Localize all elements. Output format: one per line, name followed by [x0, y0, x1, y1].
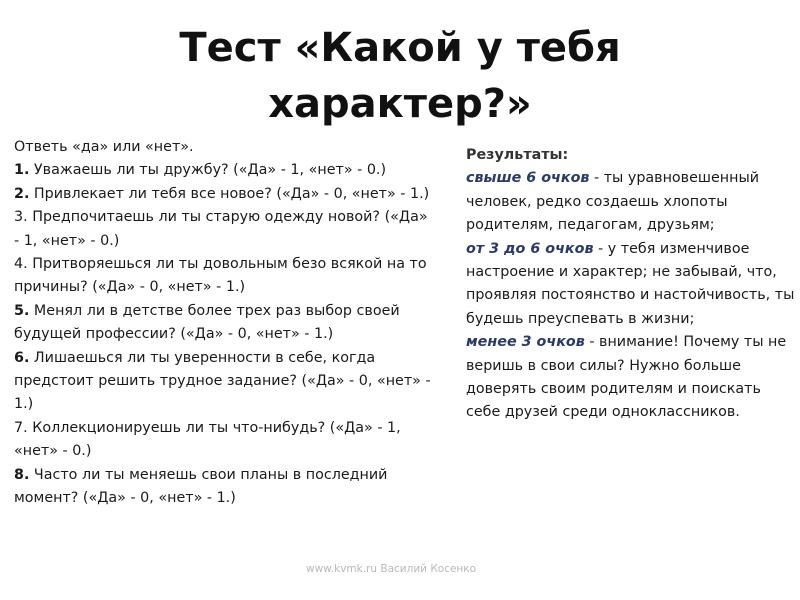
question-number: 3. — [14, 209, 28, 226]
result-text: - внимание! Почему ты не веришь в свои силы? Нужно больше доверять своим родителям и поискать себе друзей среди одноклассников. — [466, 334, 787, 421]
result-item — [466, 238, 796, 332]
question-item — [14, 183, 434, 206]
question-text: Предпочитаешь ли ты старую одежду новой? («Да» - 1, «нет» - 0.) — [14, 209, 428, 249]
result-item — [466, 331, 796, 425]
question-text: Притворяешься ли ты довольным безо всякой на то причины? («Да» - 0, «нет» - 1.) — [14, 256, 427, 296]
question-text: Менял ли в детстве более трех раз выбор своей будущей профессии? («Да» - 0, «нет» - 1.) — [14, 302, 400, 343]
question-item — [14, 206, 434, 253]
question-number: 5. — [14, 302, 30, 319]
question-item — [14, 464, 434, 511]
result-text: - у тебя изменчивое настроение и характер; не забывай, что, проявляя постоянство и настойчивость, ты будешь преуспевать в жизни; — [466, 240, 795, 327]
question-text: Часто ли ты меняешь свои планы в последний момент? («Да» - 0, «нет» - 1.) — [14, 466, 388, 507]
question-text: Коллекционируешь ли ты что-нибудь? («Да» - 1, «нет» - 0.) — [14, 419, 401, 460]
results-column — [466, 144, 796, 425]
result-range: от 3 до 6 очков — [466, 240, 594, 257]
question-number: 1. — [14, 162, 30, 179]
question-item — [14, 417, 434, 464]
watermark: www.kvmk.ru Василий Косенко — [306, 563, 477, 575]
questions-column — [14, 136, 434, 511]
question-text: Привлекает ли тебя все новое? («Да» - 0, «нет» - 1.) — [29, 185, 430, 202]
slide-title — [0, 20, 800, 132]
question-text: Уважаешь ли ты дружбу? («Да» - 1, «нет» - 0.) — [29, 162, 387, 179]
question-item — [14, 347, 434, 417]
results-heading: Результаты: — [466, 147, 569, 163]
result-item — [466, 167, 796, 237]
question-item — [14, 300, 434, 347]
result-range: свыше 6 очков — [466, 170, 590, 187]
title-line-2: характер?» — [268, 81, 532, 127]
result-range: менее 3 очков — [466, 334, 585, 351]
question-text: Лишаешься ли ты уверенности в себе, когда предстоит решить трудное задание? («Да» - 0, «нет» - 1.) — [14, 349, 431, 413]
question-number: 7. — [14, 419, 28, 436]
question-number: 6. — [14, 349, 30, 366]
instructions-text: Ответь «да» или «нет». — [14, 139, 194, 155]
question-number: 4. — [14, 256, 28, 273]
result-text: - ты уравновешенный человек, редко создаешь хлопоты родителям, педагогам, друзьям; — [466, 170, 760, 234]
title-line-1: Тест «Какой у тебя — [179, 25, 621, 71]
question-number: 2. — [14, 185, 30, 202]
question-number: 8. — [14, 466, 30, 483]
question-item — [14, 253, 434, 300]
question-item — [14, 159, 434, 182]
